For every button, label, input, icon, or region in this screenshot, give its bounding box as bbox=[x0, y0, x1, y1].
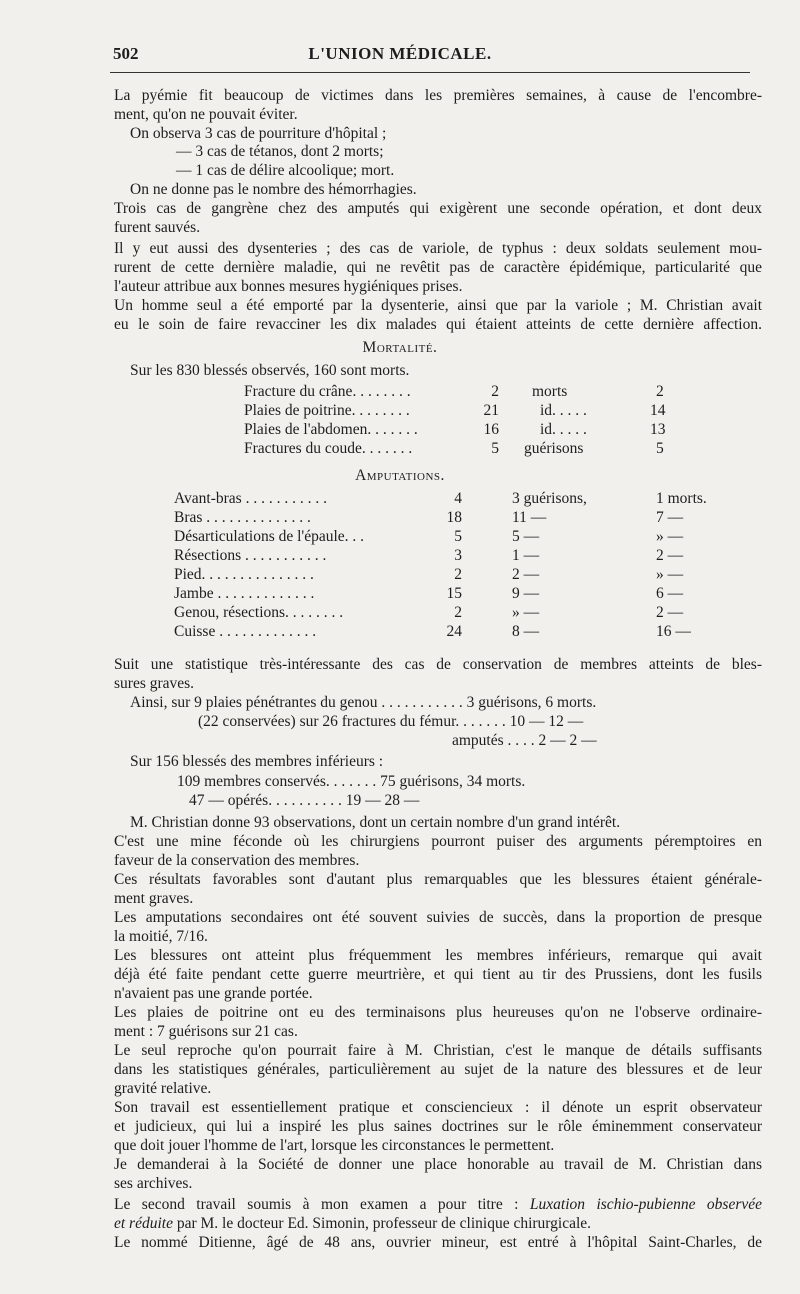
author-text: par M. le docteur Ed. Simonin, professeur de clinique chirurgicale. bbox=[172, 1215, 592, 1232]
text-line: ses archives. bbox=[114, 1175, 193, 1192]
text-line: C'est une mine féconde où les chirurgiens pourront puiser des arguments péremptoires en bbox=[114, 833, 762, 850]
row-recovered: 8 — bbox=[512, 623, 540, 640]
text-line: n'avaient pas une grande portée. bbox=[114, 985, 313, 1002]
header-rule bbox=[110, 72, 750, 73]
row-kind: id. . . . . bbox=[540, 402, 587, 419]
text-line: Les amputations secondaires ont été souvent suivies de succès, dans la proportion de presque bbox=[114, 909, 762, 926]
table-row bbox=[174, 622, 734, 641]
text-line: ment, qu'on ne pouvait éviter. bbox=[114, 106, 298, 123]
row-deaths: 2 — bbox=[656, 547, 684, 564]
text-line: faveur de la conservation des membres. bbox=[114, 852, 360, 869]
text-line: Les plaies de poitrine ont eu des terminaisons plus heureuses qu'on ne l'observe ordinaire- bbox=[114, 1004, 762, 1021]
row-count: 3 bbox=[454, 547, 462, 564]
text-line: 109 membres conservés. . . . . . . 75 guérisons, 34 morts. bbox=[177, 773, 526, 790]
text-line: l'auteur attribue aux bonnes mesures hygiéniques prises. bbox=[114, 278, 463, 295]
mortality-table bbox=[244, 382, 724, 462]
intro-text: Le second travail soumis à mon examen a pour titre : bbox=[114, 1196, 530, 1213]
row-count: 2 bbox=[454, 566, 462, 583]
text-line: ment graves. bbox=[114, 890, 194, 907]
row-outcome: 5 bbox=[656, 440, 664, 457]
row-recovered: 11 — bbox=[512, 509, 547, 526]
text-line: — 3 cas de tétanos, dont 2 morts; bbox=[176, 143, 384, 160]
row-count: 24 bbox=[446, 623, 462, 640]
text-line: Suit une statistique très-intéressante des cas de conservation de membres atteints de bles- bbox=[114, 656, 762, 673]
row-count: 16 bbox=[483, 421, 499, 438]
text-line: M. Christian donne 93 observations, dont un certain nombre d'un grand intérêt. bbox=[130, 814, 621, 831]
text-line: Je demanderai à la Société de donner une place honorable au travail de M. Christian dans bbox=[114, 1156, 762, 1173]
row-deaths: 7 — bbox=[656, 509, 684, 526]
row-recovered: 2 — bbox=[512, 566, 540, 583]
table-row bbox=[244, 401, 724, 420]
section-heading-mortalite: Mortalité. bbox=[362, 339, 438, 356]
row-label: Plaies de poitrine. . . . . . . . bbox=[244, 402, 410, 419]
row-kind: id. . . . . bbox=[540, 421, 587, 438]
row-deaths: 2 — bbox=[656, 604, 684, 621]
row-count: 15 bbox=[446, 585, 462, 602]
row-outcome: 13 bbox=[650, 421, 666, 438]
text-line: Sur 156 blessés des membres inférieurs : bbox=[130, 753, 384, 770]
text-line: (22 conservées) sur 26 fractures du fémur. . . . . . . 10 — 12 — bbox=[198, 713, 584, 730]
text-line: Ces résultats favorables sont d'autant plus remarquables que les blessures étaient générale- bbox=[114, 871, 762, 888]
text-line: La pyémie fit beaucoup de victimes dans les premières semaines, à cause de l'encombre- bbox=[114, 87, 762, 104]
text-line: furent sauvés. bbox=[114, 219, 201, 236]
row-outcome: 2 bbox=[656, 383, 664, 400]
text-line: que doit jouer l'homme de l'art, lorsque les circonstances le permettent. bbox=[114, 1137, 555, 1154]
row-recovered: 1 — bbox=[512, 547, 540, 564]
text-line: sures graves. bbox=[114, 675, 195, 692]
text-line: On ne donne pas le nombre des hémorrhagies. bbox=[130, 181, 417, 198]
text-line: la moitié, 7/16. bbox=[114, 928, 208, 945]
text-line: Trois cas de gangrène chez des amputés qui exigèrent une seconde opération, et dont deux bbox=[114, 200, 762, 217]
row-count: 18 bbox=[446, 509, 462, 526]
row-label: Avant-bras . . . . . . . . . . . bbox=[174, 490, 327, 507]
table-row bbox=[244, 439, 724, 458]
amputations-table bbox=[174, 489, 734, 649]
text-line: gravité relative. bbox=[114, 1080, 212, 1097]
row-recovered: 9 — bbox=[512, 585, 540, 602]
row-deaths: 1 morts. bbox=[656, 490, 707, 507]
row-count: 2 bbox=[491, 383, 499, 400]
table-row bbox=[174, 603, 734, 622]
text-line bbox=[114, 1195, 762, 1214]
text-line: Le seul reproche qu'on pourrait faire à M. Christian, c'est le manque de détails suffisants bbox=[114, 1042, 762, 1059]
text-line: On observa 3 cas de pourriture d'hôpital ; bbox=[130, 125, 387, 142]
text-line: Un homme seul a été emporté par la dysenterie, ainsi que par la variole ; M. Christian avait bbox=[114, 297, 762, 314]
text-line: ment : 7 guérisons sur 21 cas. bbox=[114, 1023, 298, 1040]
row-deaths: » — bbox=[656, 528, 684, 545]
row-label: Bras . . . . . . . . . . . . . . bbox=[174, 509, 311, 526]
running-title: L'UNION MÉDICALE. bbox=[308, 44, 492, 63]
table-row bbox=[174, 584, 734, 603]
table-row bbox=[174, 546, 734, 565]
article-title: Luxation ischio-pubienne observée bbox=[529, 1196, 762, 1213]
row-count: 5 bbox=[454, 528, 462, 545]
text-line: Il y eut aussi des dysenteries ; des cas de variole, de typhus : deux soldats seulement mou- bbox=[114, 240, 762, 257]
row-count: 5 bbox=[491, 440, 499, 457]
row-label: Jambe . . . . . . . . . . . . . bbox=[174, 585, 315, 602]
text-line: Les blessures ont atteint plus fréquemment les membres inférieurs, remarque qui avait bbox=[114, 947, 762, 964]
table-row bbox=[174, 489, 734, 508]
row-label: Désarticulations de l'épaule. . . bbox=[174, 528, 365, 545]
row-recovered: » — bbox=[512, 604, 540, 621]
section-heading-amputations: Amputations. bbox=[355, 467, 445, 484]
row-outcome: 14 bbox=[650, 402, 666, 419]
row-deaths: 16 — bbox=[656, 623, 691, 640]
row-label: Fractures du coude. . . . . . . bbox=[244, 440, 413, 457]
row-label: Fracture du crâne. . . . . . . . bbox=[244, 383, 411, 400]
row-deaths: 6 — bbox=[656, 585, 684, 602]
row-kind: guérisons bbox=[524, 440, 584, 457]
table-row bbox=[174, 527, 734, 546]
text-line: déjà été faite pendant cette guerre meurtrière, et qui tient au tir des Prussiens, dont les fusils bbox=[114, 966, 762, 983]
text-line bbox=[114, 1214, 591, 1233]
row-label: Résections . . . . . . . . . . . bbox=[174, 547, 327, 564]
text-line: 47 — opérés. . . . . . . . . . 19 — 28 — bbox=[189, 792, 420, 809]
row-label: Pied. . . . . . . . . . . . . . . bbox=[174, 566, 314, 583]
row-recovered: 5 — bbox=[512, 528, 540, 545]
text-line: rurent de cette dernière maladie, qui ne revêtit pas de caractère épidémique, particularité que bbox=[114, 259, 762, 276]
row-kind: morts bbox=[532, 383, 568, 400]
row-count: 2 bbox=[454, 604, 462, 621]
row-label: Genou, résections. . . . . . . . bbox=[174, 604, 344, 621]
row-label: Plaies de l'abdomen. . . . . . . bbox=[244, 421, 418, 438]
article-title-cont: et réduite bbox=[114, 1215, 173, 1232]
page-number: 502 bbox=[113, 44, 139, 63]
table-row bbox=[174, 508, 734, 527]
text-line: amputés . . . . 2 — 2 — bbox=[452, 732, 597, 749]
table-row bbox=[244, 420, 724, 439]
text-line: eu le soin de faire revacciner les dix malades qui étaient atteints de cette dernière affection. bbox=[114, 316, 762, 333]
text-line: et judicieux, qui lui a inspiré les plus saines doctrines sur le rôle éminemment conservateur bbox=[114, 1118, 762, 1135]
row-recovered: 3 guérisons, bbox=[512, 490, 587, 507]
running-header bbox=[0, 44, 800, 74]
text-line: dans les statistiques générales, particulièrement au sujet de la nature des blessures et de leur bbox=[114, 1061, 762, 1078]
text-line: Le nommé Ditienne, âgé de 48 ans, ouvrier mineur, est entré à l'hôpital Saint-Charles, de bbox=[114, 1234, 762, 1251]
table-row bbox=[244, 382, 724, 401]
row-label: Cuisse . . . . . . . . . . . . . bbox=[174, 623, 317, 640]
text-line: Ainsi, sur 9 plaies pénétrantes du genou . . . . . . . . . . . 3 guérisons, 6 morts. bbox=[130, 694, 597, 711]
mortality-summary: Sur les 830 blessés observés, 160 sont morts. bbox=[130, 362, 410, 379]
row-count: 4 bbox=[454, 490, 462, 507]
row-deaths: » — bbox=[656, 566, 684, 583]
text-line: — 1 cas de délire alcoolique; mort. bbox=[176, 162, 395, 179]
text-line: Son travail est essentiellement pratique et consciencieux : il dénote un esprit observateur bbox=[114, 1099, 762, 1116]
table-row bbox=[174, 565, 734, 584]
row-count: 21 bbox=[483, 402, 499, 419]
